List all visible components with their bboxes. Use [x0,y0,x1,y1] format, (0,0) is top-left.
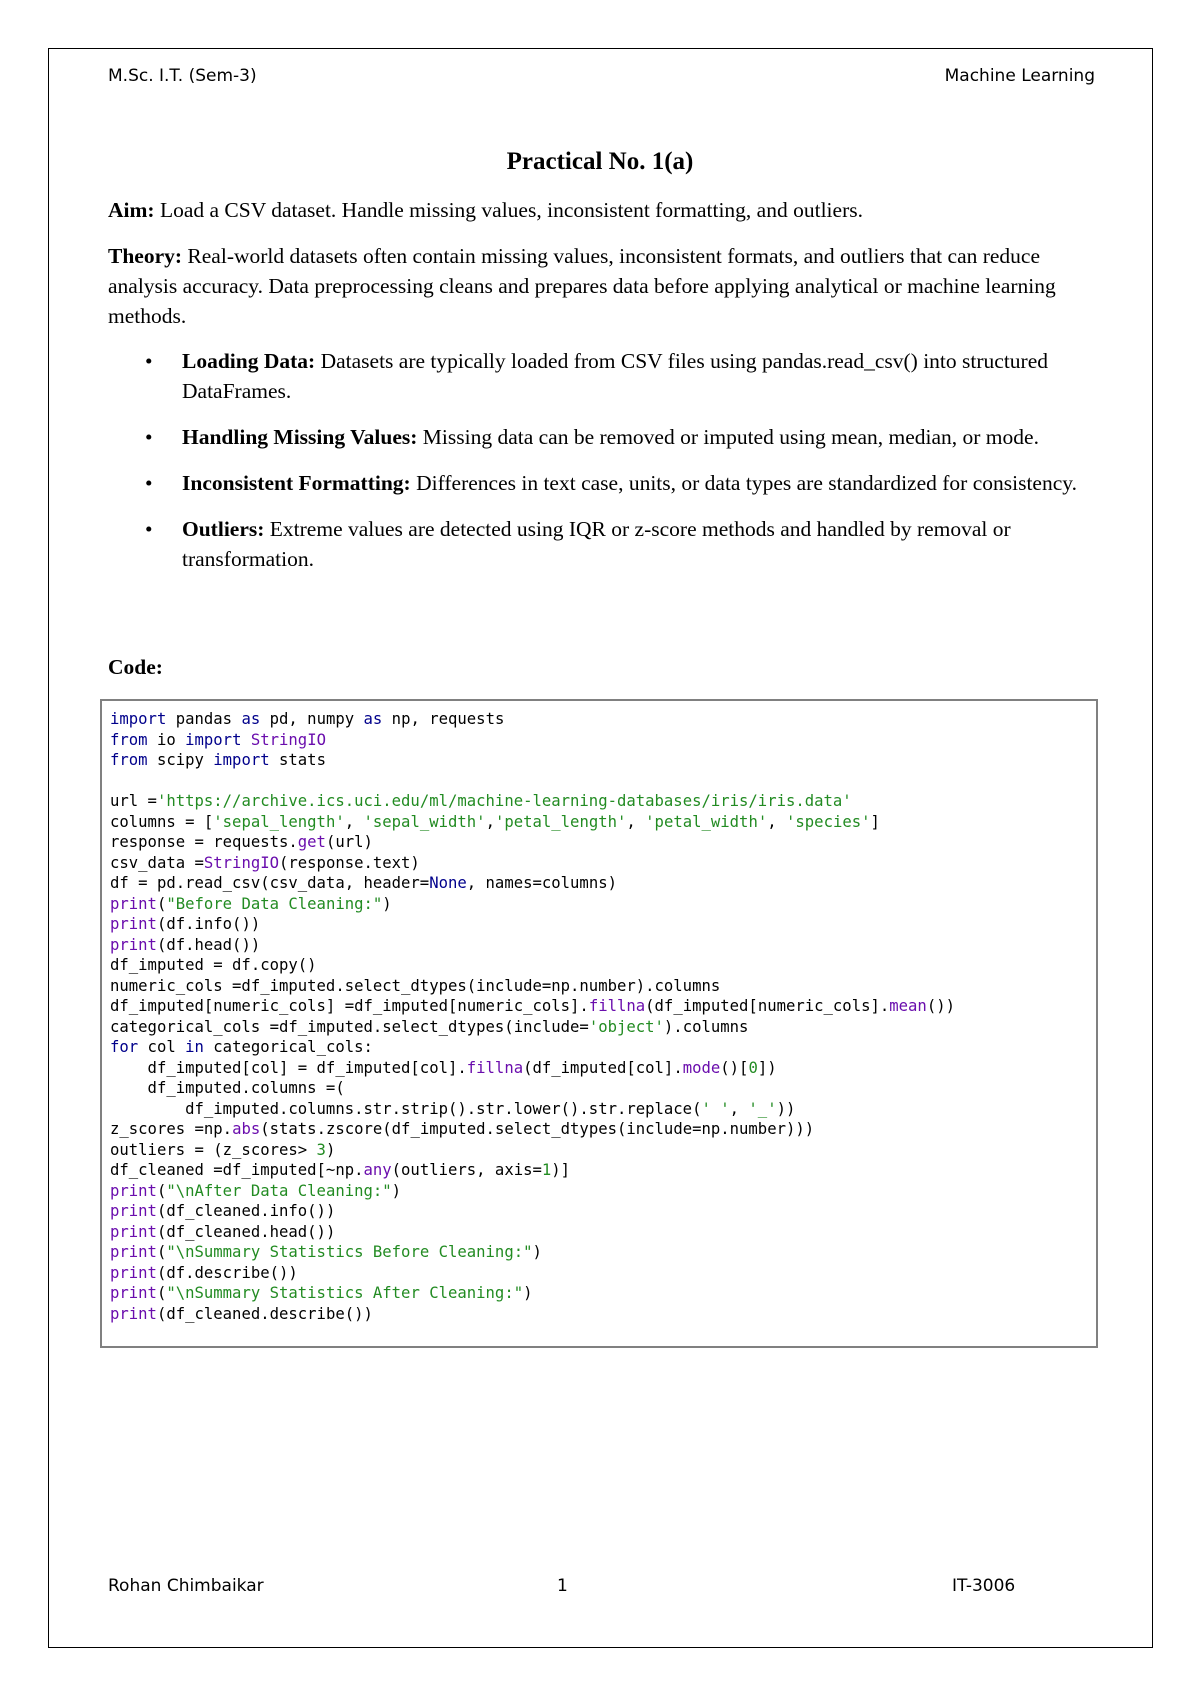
bullet-icon: • [145,425,153,449]
code-line [110,771,1088,792]
bullet-icon: • [145,349,153,373]
page-title: Practical No. 1(a) [506,148,694,175]
bullet-icon: • [145,471,153,495]
bullet-text: Datasets are typically loaded from CSV files using pandas.read_csv() into structured DataFrames. [182,349,1048,403]
theory-paragraph [108,241,1098,331]
code-line: print(df.describe()) [110,1263,298,1282]
page-number: 1 [557,1576,568,1596]
code-line: df_imputed = df.copy() [110,956,317,974]
aim-text: Load a CSV dataset. Handle missing values, inconsistent formatting, and outliers. [154,198,863,222]
code-line: print("Before Data Cleaning:") [110,894,392,913]
list-item [108,468,1098,498]
aim-label: Aim: [108,198,155,222]
code-line: df_imputed.columns =( [110,1079,345,1097]
code-line: print(df_cleaned.describe()) [110,1304,373,1323]
list-item [108,422,1098,452]
code-line: print("\nAfter Data Cleaning:") [110,1181,402,1200]
code-line: response = requests.get(url) [110,833,373,851]
code-heading: Code: [108,655,163,679]
code-line: print(df_cleaned.info()) [110,1202,336,1220]
header-right: Machine Learning [944,66,1095,86]
code-line: print(df.info()) [110,915,261,933]
footer-course-code: IT-3006 [952,1576,1016,1596]
concept-list [108,346,1098,590]
code-line: print("\nSummary Statistics Before Cleaning:") [110,1243,542,1261]
code-line: z_scores =np.abs(stats.zscore(df_imputed.select_dtypes(include=np.number))) [110,1120,815,1138]
code-block [100,699,1098,1348]
code-line: url ='https://archive.ics.uci.edu/ml/machine-learning-databases/iris/iris.data' [110,792,852,810]
code-line: from io import StringIO [110,730,326,749]
code-line: df_cleaned =df_imputed[~np.any(outliers, axis=1)] [110,1161,571,1179]
bullet-text: Extreme values are detected using IQR or z-score methods and handled by removal or transformation. [182,517,1011,571]
footer-author: Rohan Chimbaikar [108,1576,264,1596]
bullet-label: Inconsistent Formatting: [182,471,411,495]
header-left: M.Sc. I.T. (Sem-3) [108,66,257,86]
theory-text: Real-world datasets often contain missing values, inconsistent formats, and outliers that can reduce analysis accuracy. Data preprocessing cleans and prepares data before applying analytical or machine learning methods. [108,244,1056,328]
code-line: from scipy import stats [110,751,326,769]
bullet-text: Missing data can be removed or imputed using mean, median, or mode. [417,425,1039,449]
code-line: print(df_cleaned.head()) [110,1222,336,1241]
code-line: for col in categorical_cols: [110,1038,373,1056]
code-line: outliers = (z_scores> 3) [110,1140,336,1159]
bullet-label: Loading Data: [182,349,316,373]
list-item [108,346,1098,406]
code-line: import pandas as pd, numpy as np, requests [110,710,505,728]
code-line: categorical_cols =df_imputed.select_dtypes(include='object').columns [110,1017,749,1036]
bullet-label: Outliers: [182,517,265,541]
bullet-label: Handling Missing Values: [182,425,418,449]
list-item [108,514,1098,574]
code-line: df_imputed[col] = df_imputed[col].fillna(df_imputed[col].mode()[0]) [110,1058,777,1077]
code-line: csv_data =StringIO(response.text) [110,853,420,872]
code-line: print("\nSummary Statistics After Cleaning:") [110,1284,533,1302]
code-line: print(df.head()) [110,935,261,954]
code-line: numeric_cols =df_imputed.select_dtypes(include=np.number).columns [110,976,721,995]
theory-label: Theory: [108,244,183,268]
code-line: df_imputed[numeric_cols] =df_imputed[numeric_cols].fillna(df_imputed[numeric_cols].mean()) [110,997,955,1015]
code-line: df_imputed.columns.str.strip().str.lower().str.replace(' ', '_')) [110,1099,796,1118]
bullet-text: Differences in text case, units, or data types are standardized for consistency. [410,471,1077,495]
bullet-icon: • [145,517,153,541]
code-line: df = pd.read_csv(csv_data, header=None, names=columns) [110,874,617,892]
code-line: columns = ['sepal_length', 'sepal_width','petal_length', 'petal_width', 'species'] [110,812,880,831]
aim-paragraph [108,195,1098,225]
